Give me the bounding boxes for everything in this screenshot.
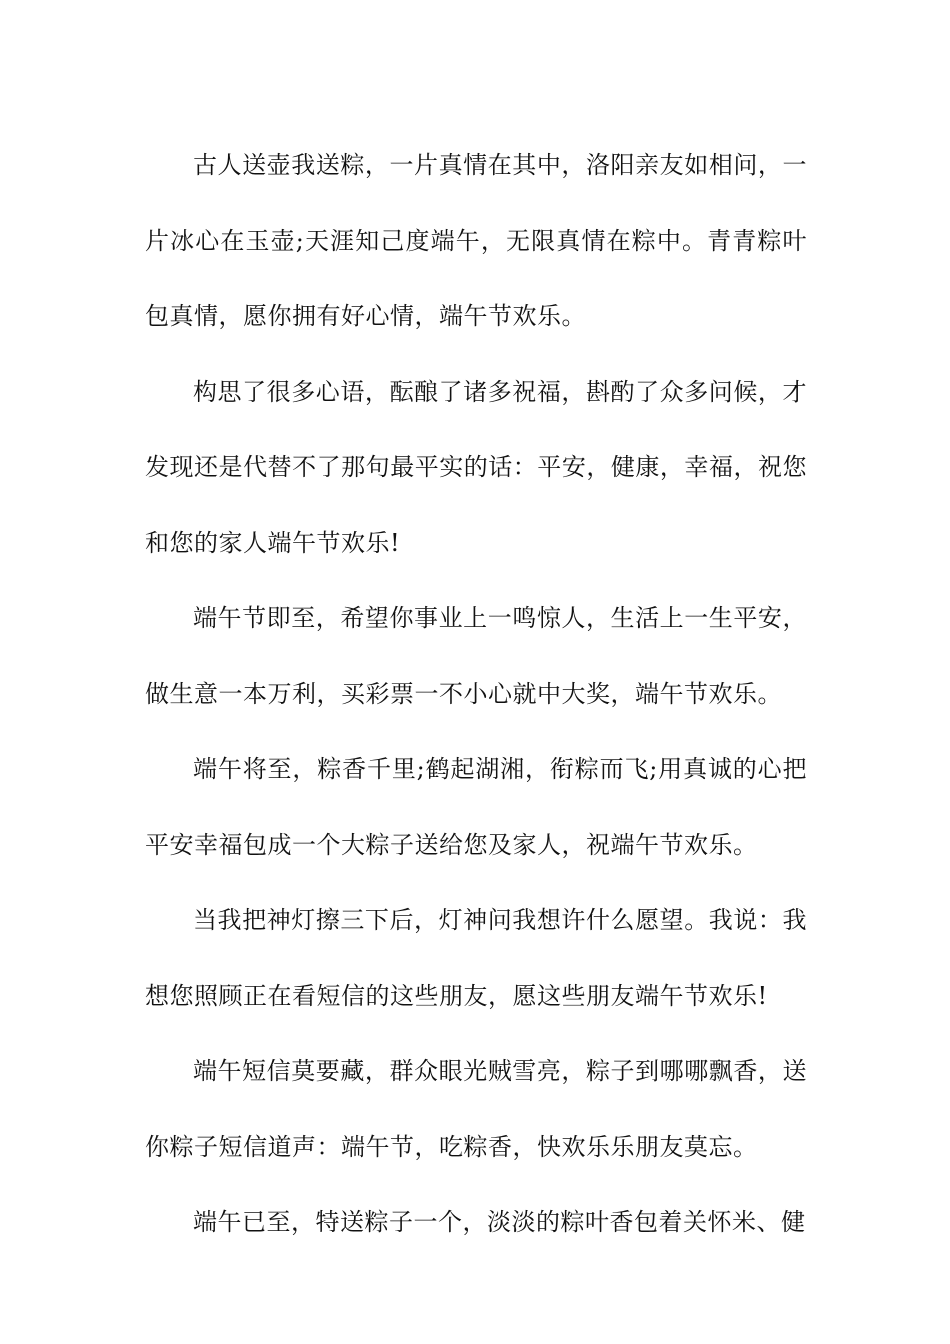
paragraph-1: 古人送壶我送粽，一片真情在其中，洛阳亲友如相问，一片冰心在玉壶;天涯知己度端午，无限真情在粽中。青青粽叶包真情，愿你拥有好心情，端午节欢乐。 (145, 151, 807, 330)
paragraph-4: 端午将至，粽香千里;鹤起湖湘，衔粽而飞;用真诚的心把平安幸福包成一个大粽子送给您及家人，祝端午节欢乐。 (145, 755, 807, 859)
paragraph-2: 构思了很多心语，酝酿了诸多祝福，斟酌了众多问候，才发现还是代替不了那句最平实的话：平安，健康，幸福，祝您和您的家人端午节欢乐! (145, 377, 807, 557)
document-body (145, 128, 807, 1261)
paragraph-5: 当我把神灯擦三下后，灯神问我想许什么愿望。我说：我想您照顾正在看短信的这些朋友，愿这些朋友端午节欢乐! (145, 906, 807, 1010)
paragraph-6: 端午短信莫要藏，群众眼光贼雪亮，粽子到哪哪飘香，送你粽子短信道声：端午节，吃粽香，快欢乐乐朋友莫忘。 (145, 1057, 807, 1161)
paragraph-3: 端午节即至，希望你事业上一鸣惊人，生活上一生平安，做生意一本万利，买彩票一不小心就中大奖，端午节欢乐。 (145, 604, 807, 708)
paragraph-7: 端午已至，特送粽子一个，淡淡的粽叶香包着关怀米、健 (193, 1208, 806, 1236)
